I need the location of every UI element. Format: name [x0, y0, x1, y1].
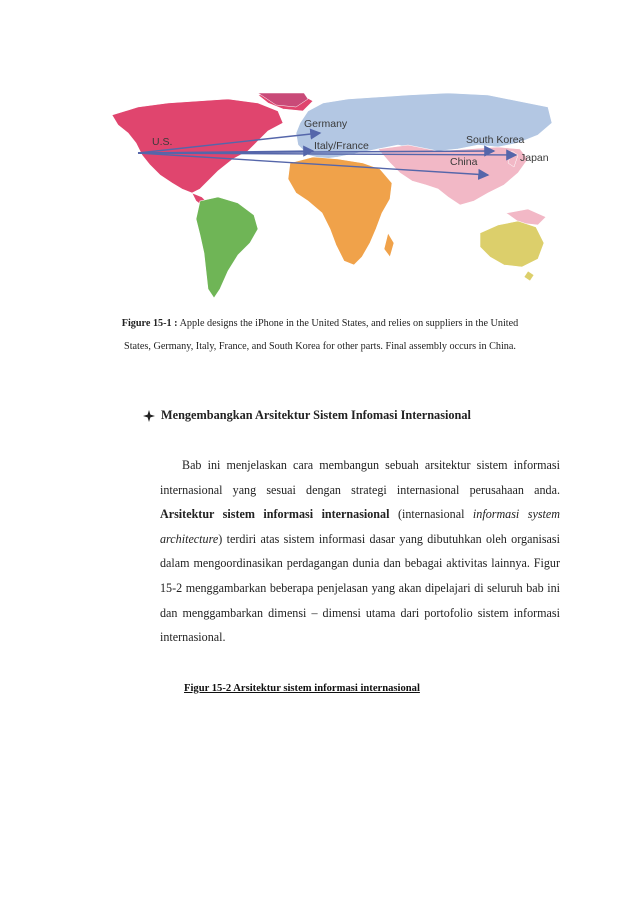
caption-text-line2: States, Germany, Italy, France, and South Korea for other parts. Final assembly occurs in China.: [124, 341, 516, 352]
caption-text-line1: Apple designs the iPhone in the United States, and relies on suppliers in the United: [179, 318, 519, 329]
label-us: U.S.: [152, 136, 173, 148]
north-america-region: [112, 93, 313, 207]
label-japan: Japan: [520, 152, 549, 164]
world-map-figure: [108, 93, 552, 298]
section-heading-text: Mengembangkan Arsitektur Sistem Infomasi Internasional: [161, 408, 471, 422]
label-italy-france: Italy/France: [314, 140, 369, 152]
paragraph-part2: (internasional: [397, 507, 465, 522]
label-germany: Germany: [304, 118, 348, 130]
diamond-bullet-icon: [143, 410, 155, 422]
paragraph-part3: ) terdiri atas sistem informasi dasar yang dibutuhkan oleh organisasi dalam mengoordinasikan perdagangan dunia dan bebagai aktivitas lainnya. Figur 15-2 menggambarkan beberapa penjelasan yang akan dipelajari di seluruh bab ini dan menggambarkan dimensi – dimensi utama dari portofolio sistem informasi internasional.: [160, 531, 560, 645]
section-heading: [143, 408, 471, 423]
label-china: China: [450, 156, 478, 168]
australia-region: [480, 221, 544, 281]
africa-region: [288, 157, 394, 265]
paragraph-part1: Bab ini menjelaskan cara membangun sebuah arsitektur sistem informasi internasional yang sesuai dengan strategi internasional perusahaan anda.: [160, 458, 560, 497]
world-map: [108, 93, 552, 298]
paragraph-bold-term: Arsitektur sistem informasi internasional: [160, 507, 390, 522]
figure-reference-title: Figur 15-2 Arsitektur sistem informasi internasional: [184, 683, 420, 694]
label-south-korea: South Korea: [466, 134, 525, 146]
paragraph-italic-term: informasi system architecture: [160, 507, 561, 546]
section-paragraph: [160, 453, 560, 650]
caption-label: Figure 15-1 :: [121, 318, 178, 329]
figure-caption: [60, 312, 580, 358]
south-america-region: [196, 197, 258, 298]
